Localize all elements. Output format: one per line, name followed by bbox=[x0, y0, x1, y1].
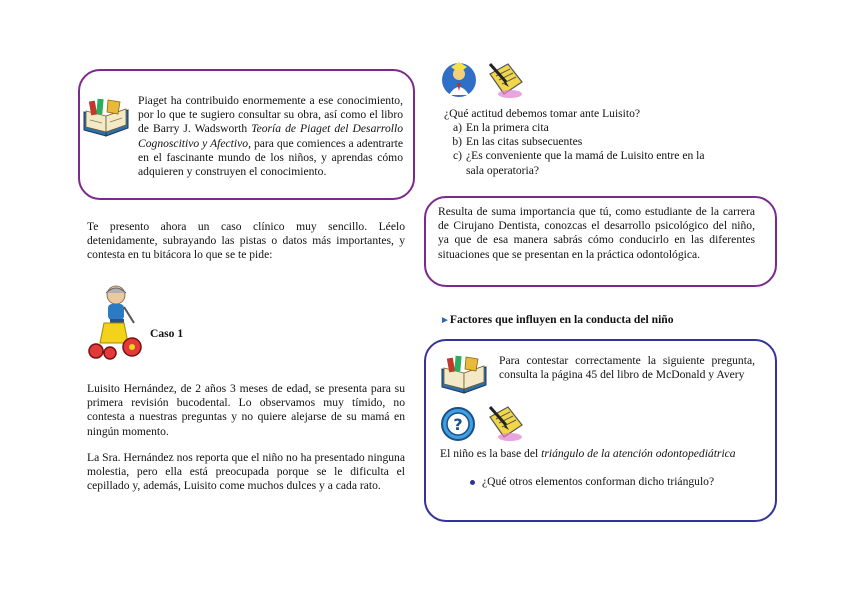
book-icon bbox=[82, 98, 130, 138]
case-title: Caso 1 bbox=[150, 327, 184, 340]
consult-text: Para contestar correctamente la siguiente pregunta, consulta la página 45 del libro de McDonald y Avery bbox=[499, 354, 755, 382]
factors-heading: ►Factores que influyen en la conducta del niño bbox=[440, 313, 674, 326]
question-title: ¿Qué actitud debemos tomar ante Luisito? bbox=[444, 107, 641, 120]
thinking-person-icon bbox=[441, 61, 477, 99]
list-item: a) En la primera cita bbox=[452, 121, 549, 134]
bullet-icon bbox=[470, 480, 475, 485]
question-icon bbox=[440, 406, 476, 442]
case-paragraph-2: La Sra. Hernández nos reporta que el niño no ha presentado ninguna molestia, pero ella está preocupada porque se le dificulta el cepillado y, además, Luisito come muchos dulces y a cada rato. bbox=[87, 451, 405, 493]
bullet-question: ¿Qué otros elementos conforman dicho triángulo? bbox=[470, 475, 714, 489]
pointer-icon: ► bbox=[440, 315, 450, 326]
question-list bbox=[444, 121, 720, 178]
svg-text:?: ? bbox=[453, 415, 463, 434]
notepad-icon bbox=[486, 60, 526, 100]
case-intro: Te presento ahora un caso clínico muy sencillo. Léelo detenidamente, subrayando las pistas o datos más importantes, y contesta en tu bitácora lo que se te pide: bbox=[87, 220, 405, 262]
list-item: b) En las citas subsecuentes bbox=[452, 135, 583, 149]
book-icon bbox=[440, 355, 488, 395]
intro-text-top: Piaget ha contribuido enormemente a ese conocimiento, por lo que te sugiero consultar su obra, así como el libro de Barry J. Wadsworth Teoría de Piaget del Desarrollo Cognoscitivo y Afectivo, para que comiences a adentrarte en el fascinante mundo de los niños, y aprendas cómo adquieren y construyen el conocimiento. bbox=[138, 94, 403, 179]
case-paragraph-1: Luisito Hernández, de 2 años 3 meses de edad, se presenta para su primera revisión bucodental. Lo observamos muy tímido, no contesta a nuestras preguntas y no quiere alejarse de su mamá en ningún momento. bbox=[87, 382, 405, 438]
child-tricycle-icon bbox=[86, 283, 142, 365]
importance-text: Resulta de suma importancia que tú, como estudiante de la carrera de Cirujano Dentista, conozcas el desarrollo psicológico del niño, ya que de esa manera sabrás cómo conducirlo en las diferentes situaciones que se presentan en la práctica odontológica. bbox=[438, 205, 755, 261]
base-text: El niño es la base del triángulo de la atención odontopediátrica bbox=[440, 447, 736, 460]
list-item: c) ¿Es conveniente que la mamá de Luisito entre en la sala operatoria? bbox=[452, 149, 705, 177]
notepad-icon bbox=[486, 403, 526, 443]
